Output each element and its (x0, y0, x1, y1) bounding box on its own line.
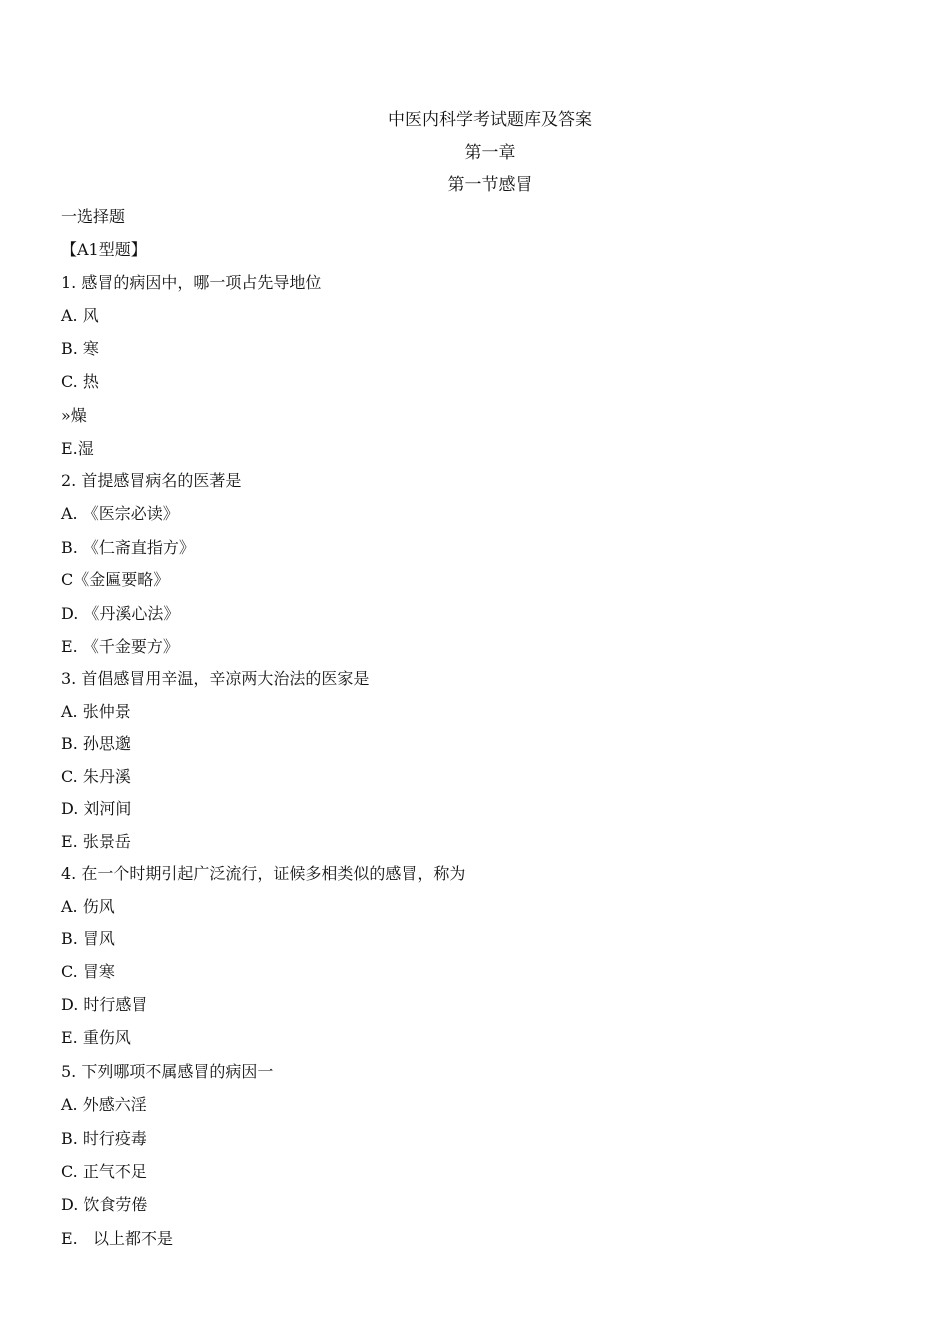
question-option: C. 朱丹溪 (61, 767, 131, 786)
question-stem: 1. 感冒的病因中，哪一项占先导地位 (61, 273, 322, 292)
question-option: C. 正气不足 (61, 1162, 147, 1181)
section-heading: 第一节感冒 (447, 175, 533, 195)
question-stem: 3. 首倡感冒用辛温，辛凉两大治法的医家是 (61, 669, 370, 688)
question-option: B. 《仁斋直指方》 (61, 538, 195, 557)
question-option: D. 饮食劳倦 (61, 1195, 148, 1214)
question-option: B. 寒 (61, 339, 99, 358)
question-option: C《金匾要略》 (61, 570, 170, 589)
question-option: B. 时行疫毒 (61, 1129, 147, 1148)
question-option: »燥 (61, 406, 87, 425)
question-option: B. 冒风 (61, 929, 115, 948)
question-option: E. 《千金要方》 (61, 637, 179, 656)
question-option: A. 外感六淫 (61, 1095, 147, 1114)
question-option: A. 风 (61, 306, 99, 325)
question-option: D. 时行感冒 (61, 995, 148, 1014)
question-option: A. 伤风 (61, 897, 115, 916)
document-title: 中医内科学考试题库及答案 (388, 110, 592, 130)
question-type-label: 【A1型题】 (61, 240, 147, 259)
question-option: A. 张仲景 (61, 702, 131, 721)
part-heading: 一选择题 (61, 207, 126, 226)
question-option: E. 张景岳 (61, 832, 131, 851)
question-option: C. 热 (61, 372, 99, 391)
question-option: B. 孙思邈 (61, 734, 131, 753)
question-option: E. 以上都不是 (61, 1229, 174, 1248)
question-stem: 4. 在一个时期引起广泛流行，证候多相类似的感冒，称为 (61, 864, 466, 883)
question-stem: 5. 下列哪项不属感冒的病因一 (61, 1062, 274, 1081)
question-option: C. 冒寒 (61, 962, 115, 981)
question-option: D. 刘河间 (61, 799, 132, 818)
question-option: A. 《医宗必读》 (61, 504, 179, 523)
question-option: E. 重伤风 (61, 1028, 131, 1047)
question-option: D. 《丹溪心法》 (61, 604, 180, 623)
question-option: E.湿 (61, 439, 94, 458)
chapter-heading: 第一章 (464, 143, 516, 163)
question-stem: 2. 首提感冒病名的医著是 (61, 471, 242, 490)
